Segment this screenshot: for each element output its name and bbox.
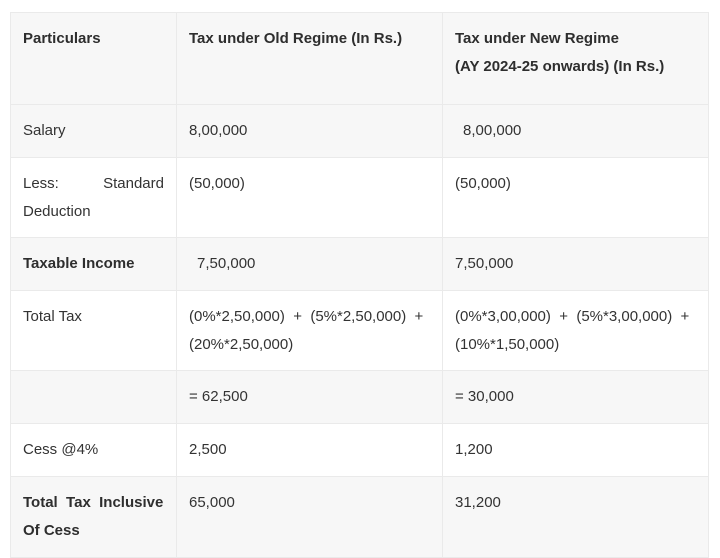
table-row-total-tax [11,291,709,371]
cell-taxable-income-label [11,238,177,291]
cell-salary-old [177,105,443,158]
cell-total-tax-new [443,291,709,371]
tax-sum-new-value: = 30,000 [455,388,514,405]
header-particulars-label: Particulars [23,30,101,47]
total-tax-label: Total Tax [23,308,82,325]
header-old-regime-label: Tax under Old Regime (In Rs.) [189,30,403,47]
tax-comparison-container [10,12,708,540]
header-old-regime [177,13,443,105]
salary-label: Salary [23,122,66,139]
standard-deduction-label-line2: Deduction [23,203,91,220]
cell-tax-sum-label [11,371,177,424]
cell-taxable-income-old [177,238,443,291]
standard-deduction-new-value: (50,000) [455,175,511,192]
total-inclusive-old-value: 65,000 [189,494,235,511]
cell-tax-sum-new [443,371,709,424]
cell-standard-deduction-old [177,158,443,238]
table-header-row [11,13,709,105]
table-row-tax-sum [11,371,709,424]
table-row-taxable-income [11,238,709,291]
standard-deduction-word-standard: Standard [103,175,164,192]
total-inclusive-label-line2: Of Cess [23,522,80,539]
salary-new-value: 8,00,000 [463,122,522,139]
tax-comparison-table [10,12,709,558]
cell-cess-new [443,424,709,477]
total-inclusive-new-value: 31,200 [455,494,501,511]
cess-old-value: 2,500 [189,441,227,458]
table-row-cess [11,424,709,477]
total-tax-old-formula-line2: (20%*2,50,000) [189,336,294,353]
total-inclusive-label-line1: Total Tax Inclusive [23,494,164,511]
header-particulars [11,13,177,105]
cell-standard-deduction-new [443,158,709,238]
standard-deduction-old-value: (50,000) [189,175,245,192]
total-tax-new-formula-line2: (10%*1,50,000) [455,336,560,353]
table-row-salary [11,105,709,158]
header-new-regime-line1: Tax under New Regime [455,30,619,47]
table-row-total-tax-inclusive-cess [11,477,709,558]
cell-taxable-income-new [443,238,709,291]
cell-total-tax-label [11,291,177,371]
salary-old-value: 8,00,000 [189,122,248,139]
header-new-regime [443,13,709,105]
total-tax-new-formula-line1: (0%*3,00,000) + (5%*3,00,000) + [455,308,690,325]
cell-cess-label [11,424,177,477]
taxable-income-label: Taxable Income [23,255,135,272]
tax-sum-old-value: = 62,500 [189,388,248,405]
table-row-standard-deduction [11,158,709,238]
cess-new-value: 1,200 [455,441,493,458]
header-new-regime-line2: (AY 2024-25 onwards) (In Rs.) [455,58,665,75]
cell-tax-sum-old [177,371,443,424]
taxable-income-new-value: 7,50,000 [455,255,514,272]
cell-total-tax-old [177,291,443,371]
total-tax-old-formula-line1: (0%*2,50,000) + (5%*2,50,000) + [189,308,424,325]
cess-label: Cess @4% [23,441,99,458]
cell-total-inclusive-label [11,477,177,558]
cell-total-inclusive-new [443,477,709,558]
cell-total-inclusive-old [177,477,443,558]
cell-cess-old [177,424,443,477]
standard-deduction-word-less: Less: [23,175,59,192]
standard-deduction-label-line1 [23,170,164,198]
cell-salary-new [443,105,709,158]
cell-standard-deduction-label [11,158,177,238]
taxable-income-old-value: 7,50,000 [197,255,256,272]
cell-salary-label [11,105,177,158]
